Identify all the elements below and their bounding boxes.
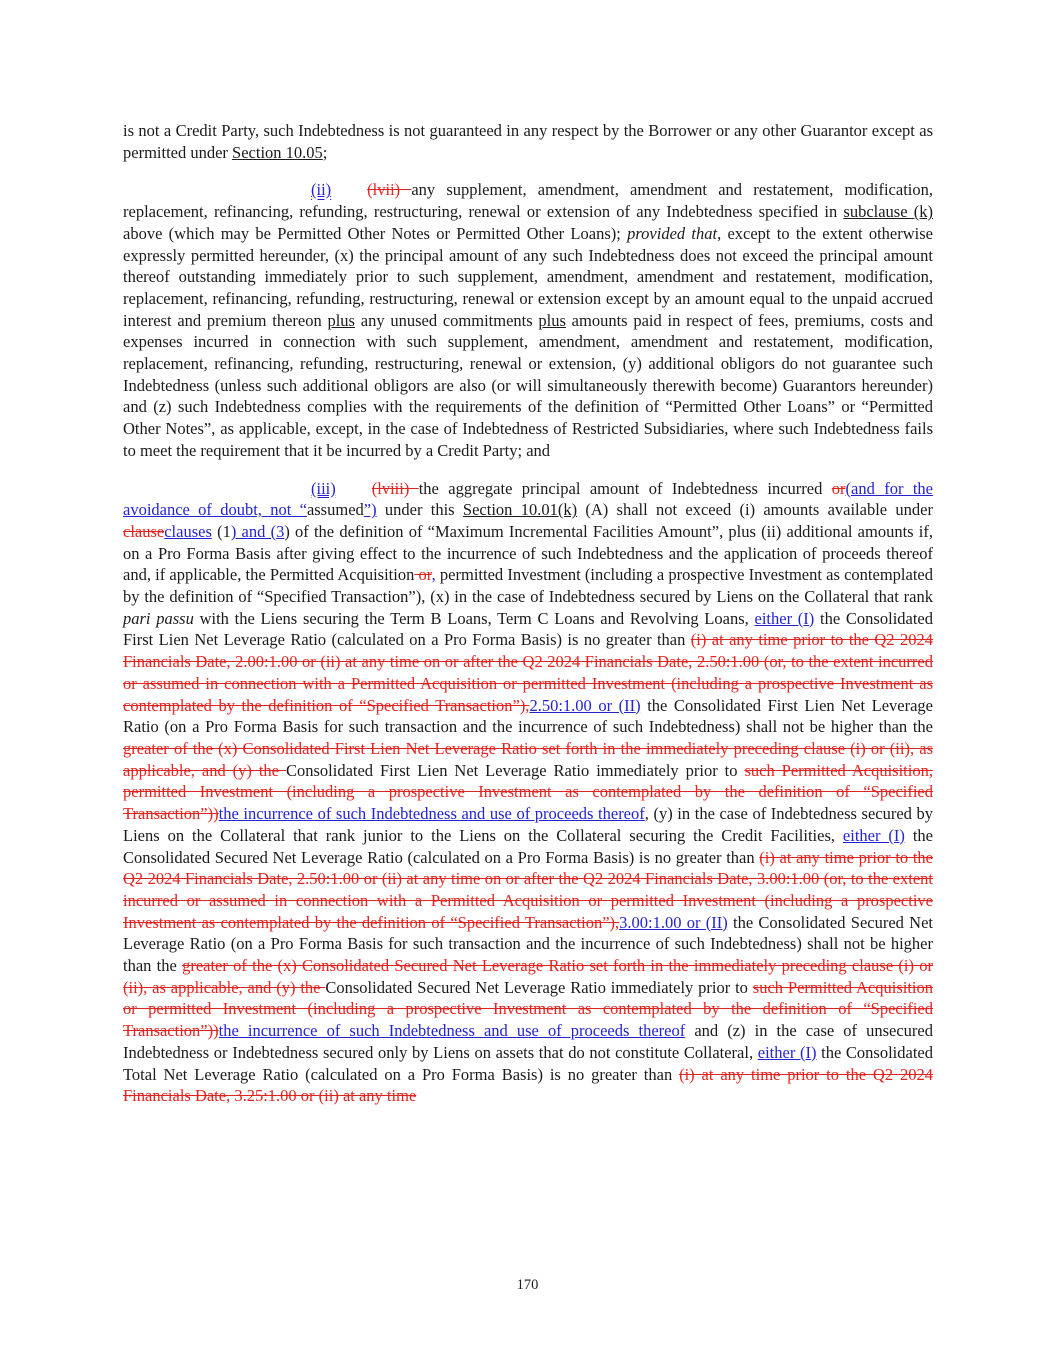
- deleted-text-run: or: [831, 478, 846, 498]
- deleted-text-run: such Permitted Acquisition or permitted Investment (including a prospective Investment as contemplated by the definition of “Specified Transaction”)): [123, 977, 933, 1041]
- text-run: the Consolidated First Lien Net Leverage Ratio (on a Pro Forma Basis for such transaction and the incurrence of such Indebtedness) shall not be higher than the: [123, 695, 933, 737]
- text-run: permitted Investment (including a prospective Investment as contemplated by the definition of “Specified Transaction”), (x) in the case of Indebtedness secured by Liens on the Collateral that rank: [123, 565, 933, 607]
- text-run: the Consolidated Total Net Leverage Ratio (calculated on a Pro Forma Basis) is no greater than: [123, 1042, 933, 1084]
- text-run: under this: [376, 500, 463, 520]
- text-run: any supplement, amendment, amendment and restatement, modification, replacement, refinancing, refunding, restructuring, renewal or extension of any Indebtedness specified in: [123, 180, 933, 222]
- inserted-clause-number: (iii): [311, 478, 336, 498]
- text-run: with the Liens securing the Term B Loans, Term C Loans and Revolving Loans,: [193, 608, 755, 628]
- inserted-clause-number: (ii): [311, 180, 332, 200]
- text-run: is not a Credit Party, such Indebtedness is not guaranteed in any respect by the Borrower or any other Guarantor except as permitted under: [123, 121, 933, 162]
- text-run: Consolidated Secured Net Leverage Ratio immediately prior to: [325, 977, 753, 997]
- underlined-term: plus: [327, 310, 355, 330]
- italic-text-run: pari passu: [123, 608, 194, 628]
- text-run: the Consolidated First Lien Net Leverage Ratio (calculated on a Pro Forma Basis) is no greater than: [123, 608, 934, 650]
- text-run: above (which may be Permitted Other Notes or Permitted Other Loans);: [123, 223, 628, 243]
- underlined-term: Section 10.05: [232, 142, 323, 162]
- text-run: amounts paid in respect of fees, premiums, costs and expenses incurred in connection with such supplement, amendment, amendment and restatement, modification, replacement, refinancing, refunding, restructuring, renewal or extension, (y) additional obligors do not guarantee such Indebtedness (unless such additional obligors are also (or will simultaneously therewith become) Guarantors hereunder) and (z) such Indebtedness complies with the requirements of the definition of “Permitted Other Loans” or “Permitted Other Notes”, as applicable, except, in the case of Indebtedness of Restricted Subsidiaries, where such Indebtedness fails to meet the requirement that it be incurred by a Credit Party; and: [123, 310, 933, 460]
- deleted-text-run: greater of the (x) Consolidated Secured Net Leverage Ratio set forth in the immediately preceding clause (i) or (ii), as applicable, and (y) the: [123, 956, 933, 997]
- inserted-text-run: ) and (3: [230, 521, 285, 541]
- deleted-text-run: greater of the (x) Consolidated First Lien Net Leverage Ratio set forth in the immediately preceding clause (i) or (ii), as applicable, and (y) the: [123, 738, 933, 780]
- deleted-text-run: or: [414, 565, 432, 585]
- deleted-text-run: (lvii): [367, 180, 412, 200]
- italic-text-run: provided that: [627, 223, 718, 243]
- inserted-text-run: 3.00:1.00 or (II): [619, 912, 728, 932]
- inserted-text-run: either (I): [757, 1042, 817, 1062]
- inserted-text-run: ,: [431, 565, 436, 585]
- text-run: the Consolidated Secured Net Leverage Ratio (calculated on a Pro Forma Basis) is no greater than: [123, 825, 933, 867]
- text-run: and (z) in the case of unsecured Indebtedness or Indebtedness secured only by Liens on assets that do not constitute Collateral,: [123, 1021, 933, 1062]
- page-number: 170: [516, 1277, 539, 1293]
- inserted-text-run: 2.50:1.00 or (II): [529, 695, 641, 715]
- inserted-text-run: either (I): [754, 608, 815, 628]
- text-run: any unused commitments: [354, 310, 539, 330]
- deleted-text-run: such Permitted Acquisition, permitted Investment (including a prospective Investment as contemplated by the definition of “Specified Transaction”)): [123, 760, 933, 824]
- inserted-text-run: (and for the avoidance of doubt, not “: [123, 478, 933, 520]
- text-run: (1: [211, 521, 231, 541]
- deleted-text-run: (i) at any time prior to the Q2 2024 Financials Date, 3.25:1.00 or (ii) at any time: [123, 1064, 933, 1106]
- text-run: (A) shall not exceed (i) amounts available under: [577, 500, 933, 520]
- text-run: , except to the extent otherwise expressly permitted hereunder, (x) the principal amount of any such Indebtedness does not exceed the principal amount thereof outstanding immediately prior to such supplement, amendment, amendment and restatement, modification, replacement, refinancing, refunding, restructuring, renewal or extension except by an amount equal to the unpaid accrued interest and premium thereon: [123, 223, 933, 330]
- text-run: assumed: [306, 500, 364, 520]
- deleted-text-run: clause: [123, 521, 165, 541]
- text-run: the Consolidated Secured Net Leverage Ratio (on a Pro Forma Basis for such transaction and the incurrence of such Indebtedness) shall not be higher than the: [123, 912, 933, 976]
- text-run: ) of the definition of “Maximum Incremental Facilities Amount”, plus (ii) additional amounts if, on a Pro Forma Basis after giving effect to the incurrence of such Indebtedness and the application of proceeds thereof and, if applicable, the Permitted Acquisition: [123, 521, 933, 585]
- underlined-term: Section 10.01(k): [462, 500, 578, 520]
- text-run: the aggregate principal amount of Indebtedness incurred: [418, 478, 832, 498]
- inserted-text-run: the incurrence of such Indebtedness and use of proceeds thereof: [218, 1021, 686, 1041]
- text-run: Consolidated First Lien Net Leverage Ratio immediately prior to: [285, 760, 745, 780]
- paragraph: [123, 120, 933, 163]
- inserted-text-run: ”): [363, 500, 377, 520]
- deleted-text-run: (i) at any time prior to the Q2 2024 Financials Date, 2.50:1.00 or (ii) at any time on or after the Q2 2024 Financials Date, 3.00:1.00 (or, to the extent incurred or assumed in connection with a Permitted Acquisition or permitted Investment (including a prospective Investment as contemplated by the definition of “Specified Transaction”),: [123, 847, 933, 932]
- deleted-text-run: (lviii): [371, 478, 419, 498]
- inserted-text-run: either (I): [842, 825, 905, 845]
- underlined-term: subclause (k): [843, 202, 933, 222]
- text-run: ;: [322, 142, 328, 162]
- inserted-text-run: clauses: [164, 521, 212, 541]
- text-run: , (y) in the case of Indebtedness secured by Liens on the Collateral that rank junior to the Liens on the Collateral securing the Credit Facilities,: [123, 804, 933, 845]
- paragraph: [123, 478, 933, 1107]
- document-body: [123, 120, 933, 1123]
- underlined-term: plus: [538, 310, 566, 330]
- paragraph: [123, 179, 933, 461]
- deleted-text-run: (i) at any time prior to the Q2 2024 Financials Date, 2.00:1.00 or (ii) at any time on or after the Q2 2024 Financials Date, 2.50:1.00 (or, to the extent incurred or assumed in connection with a Permitted Acquisition or permitted Investment (including a prospective Investment as contemplated by the definition of “Specified Transaction”),: [123, 630, 933, 715]
- inserted-text-run: the incurrence of such Indebtedness and use of proceeds thereof: [218, 804, 645, 824]
